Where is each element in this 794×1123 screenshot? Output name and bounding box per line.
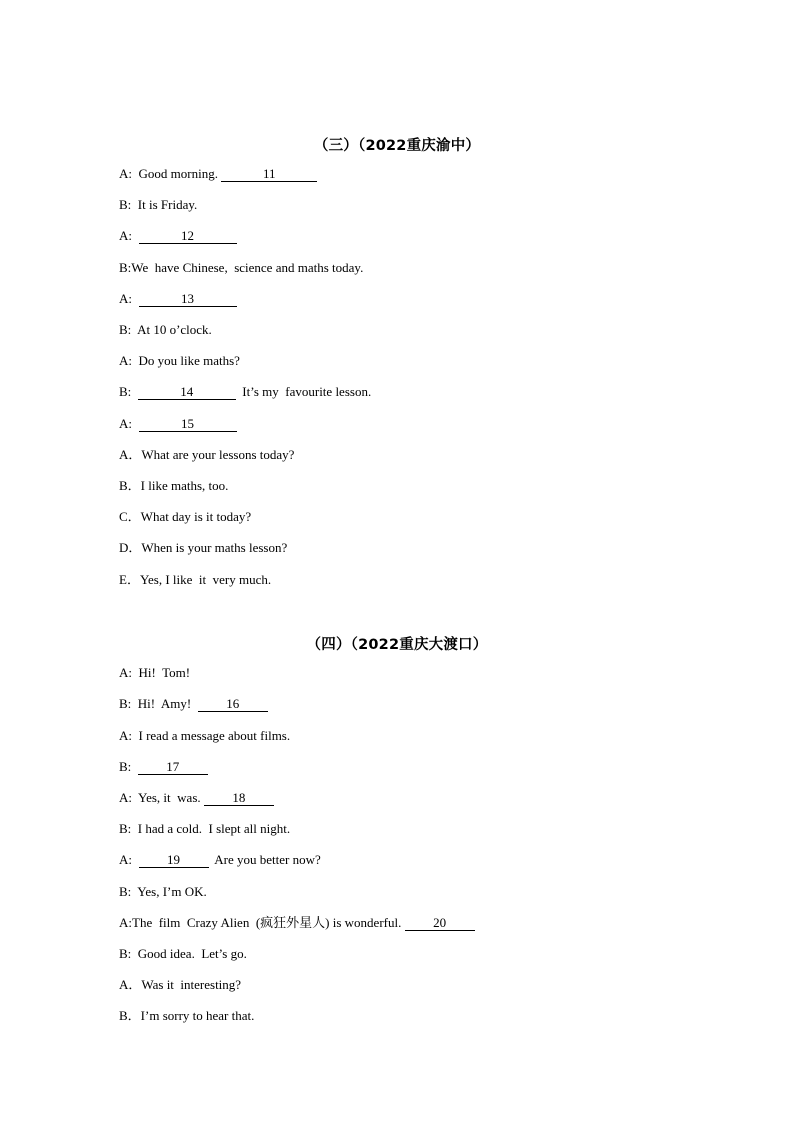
dialogue-line: A: Do you like maths? (119, 353, 240, 368)
answer-blank: 16 (198, 697, 268, 712)
option-item: D．When is your maths lesson? (119, 540, 288, 555)
dialogue-line: B: Good idea. Let’s go. (119, 946, 247, 961)
dialogue-line: A: 13 (119, 291, 237, 307)
dialogue-line: B: I had a cold. I slept all night. (119, 821, 291, 836)
dialogue-line: A:The film Crazy Alien (疯狂外星人) is wonderful. 20 (119, 915, 475, 931)
option-item: A．Was it interesting? (119, 977, 242, 992)
section4-heading: （四）（2022重庆大渡口） (306, 637, 488, 653)
dialogue-line: A: Yes, it was. 18 (119, 790, 274, 806)
answer-blank: 17 (138, 760, 208, 775)
option-item: C．What day is it today? (119, 509, 252, 524)
dialogue-line: B: 17 (119, 759, 208, 775)
dialogue-line: B: At 10 o’clock. (119, 322, 212, 337)
option-item: B．I like maths, too. (119, 478, 229, 493)
dialogue-line: B: Hi! Amy! 16 (119, 696, 268, 712)
dialogue-line: A: 19 Are you better now? (119, 852, 321, 867)
answer-blank: 13 (139, 292, 237, 307)
dialogue-line: A: 15 (119, 416, 237, 432)
dialogue-line: B: It is Friday. (119, 197, 198, 212)
answer-blank: 20 (405, 916, 475, 931)
answer-blank: 19 (139, 853, 209, 868)
dialogue-line: A: Good morning. 11 (119, 166, 317, 182)
answer-blank: 11 (221, 167, 317, 182)
option-item: E．Yes, I like it very much. (119, 572, 272, 587)
answer-blank: 18 (204, 791, 274, 806)
section3-heading: （三）（2022重庆渝中） (313, 138, 481, 154)
answer-blank: 14 (138, 385, 236, 400)
answer-blank: 12 (139, 229, 237, 244)
answer-blank: 15 (139, 417, 237, 432)
dialogue-line: A: 12 (119, 228, 237, 244)
dialogue-line: B: 14 It’s my favourite lesson. (119, 384, 372, 399)
dialogue-line: A: Hi! Tom! (119, 665, 191, 680)
option-item: A．What are your lessons today? (119, 447, 295, 462)
dialogue-line: B: Yes, I’m OK. (119, 884, 207, 899)
dialogue-line: A: I read a message about films. (119, 728, 291, 743)
dialogue-line: B:We have Chinese, science and maths today. (119, 260, 364, 275)
option-item: B．I’m sorry to hear that. (119, 1008, 255, 1023)
